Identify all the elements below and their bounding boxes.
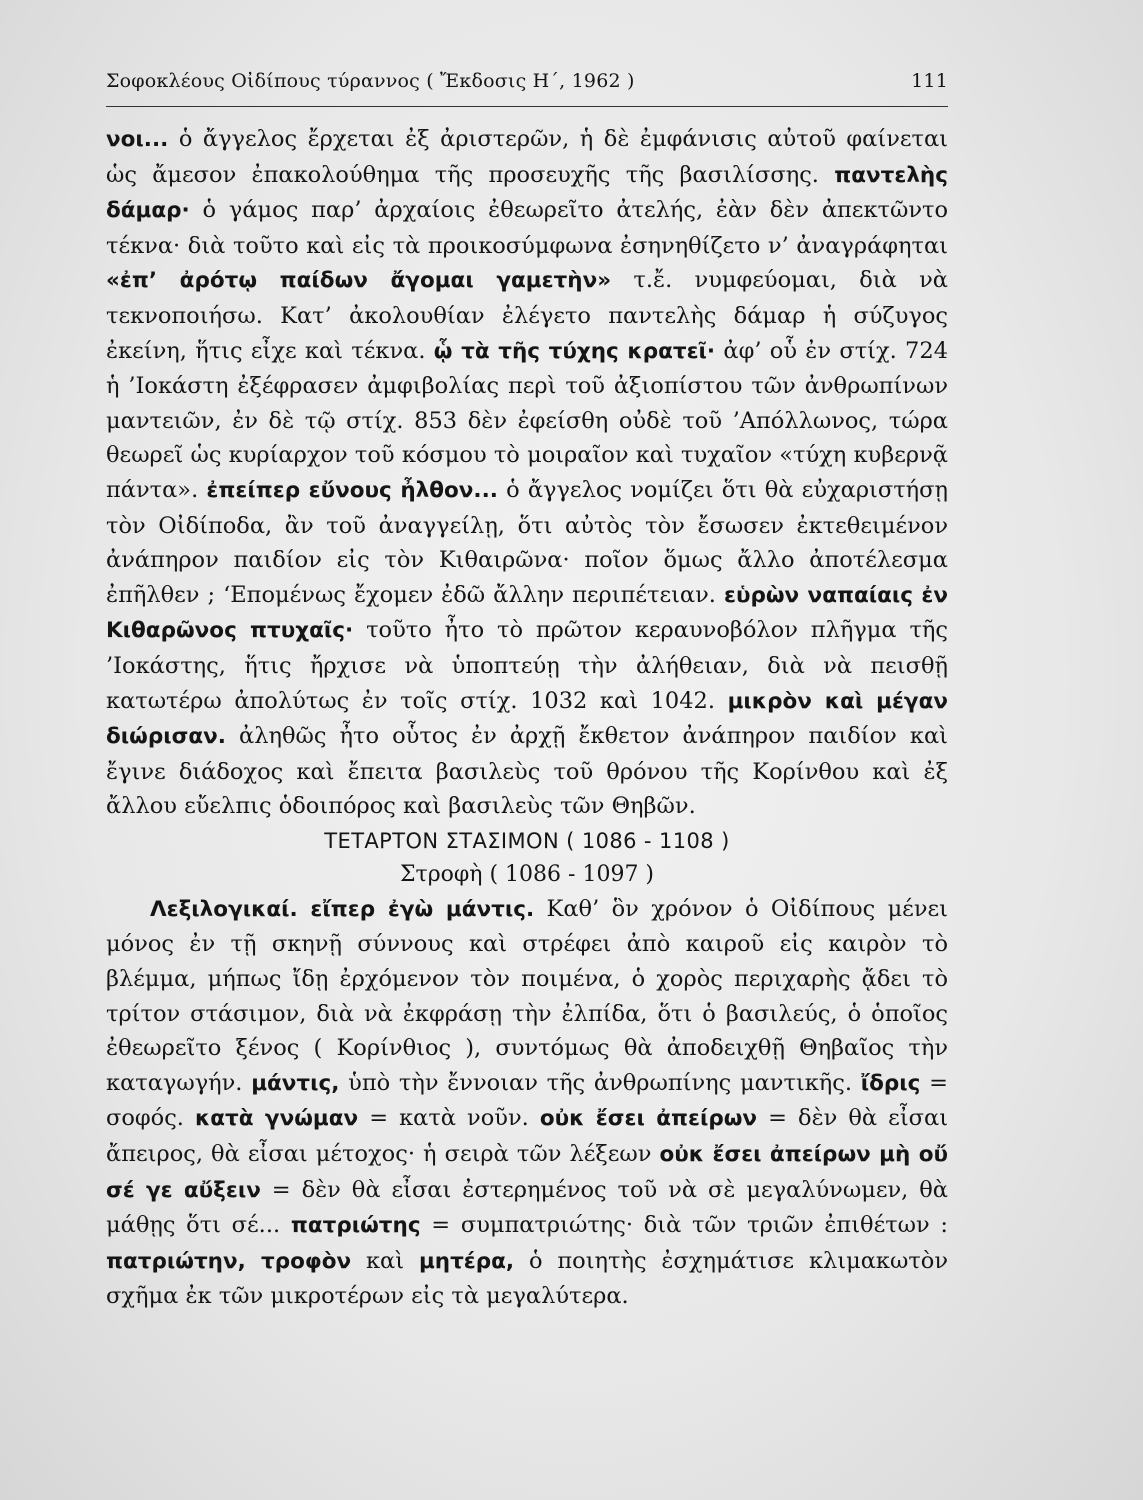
lemma: νοι...: [106, 127, 169, 152]
lemma: μάντις,: [251, 1070, 340, 1096]
text-run: τοῦτο ἦτο τὸ πρῶτον κεραυνοβόλον πλῆγμα τῆς ’Ιοκάστης, ἥτις ἤρχισε νὰ ὑποπτεύῃ τὴν ἀλήθειαν, διὰ νὰ πεισθῇ κατωτέρω ἀπολύτως ἐν τοῖς στίχ. 1032 καὶ 1042.: [106, 617, 948, 714]
lemma: εὑρὼν ναπαίαις ἐν Κιθαρῶνος πτυχαῖς·: [106, 582, 948, 644]
lemma: κατὰ γνώμαν: [195, 1106, 359, 1132]
text-run: ὁ ἄγγελος ἔρχεται ἐξ ἀριστερῶν, ἡ δὲ ἐμφάνισις αὐτοῦ φαίνεται ὡς ἄμεσον ἐπακολούθημα τῆς προσευχῆς τῆς βασιλίσσης.: [106, 126, 948, 188]
lemma: ἐπείπερ εὔνους ἦλθον...: [206, 477, 498, 503]
text-run: ὁ ποιητὴς ἐσχημάτισε κλιμακωτὸν σχῆμα ἐκ τῶν μικροτέρων εἰς τὰ μεγαλύτερα.: [106, 1247, 948, 1310]
text-run: ὑπὸ τὴν ἔννοιαν τῆς ἀνθρωπίνης μαντικῆς.: [339, 1069, 861, 1096]
lemma: μητέρα,: [418, 1248, 515, 1274]
text-run: τ.ἔ. νυμφεύομαι, διὰ νὰ τεκνοποιήσω. Κατ’ ἀκολουθίαν ἐλέγετο παντελὴς δάμαρ ἡ σύζυγος ἐκείνη, ἥτις εἶχε καὶ τέκνα.: [106, 267, 948, 364]
text-run: ἀφ’ οὗ ἐν στίχ. 724 ἡ ’Ιοκάστη ἐξέφρασεν ἀμφιβολίας περὶ τοῦ ἀξιοπίστου τῶν ἀνθρωπίνων μαντειῶν, ἐν δὲ τῷ στίχ. 853 δὲν ἐφείσθη οὐδὲ τοῦ ’Απόλλωνος, τώρα θεωρεῖ ὡς κυρίαρχον τοῦ κόσμου τὸ μοιραῖον καὶ τυχαῖον «τύχη κυβερνᾷ πάντα».: [106, 337, 949, 503]
lemma: πατριώτης: [290, 1213, 421, 1239]
text-run: = κατὰ νοῦν.: [358, 1105, 540, 1132]
lemma: παντελὴς δάμαρ·: [106, 162, 948, 224]
lemma: μικρὸν καὶ μέγαν διώρισαν.: [106, 688, 948, 750]
text-run: Καθ’ ὃν χρόνον ὁ Οἰδίπους μένει μόνος ἐν τῇ σκηνῇ σύννους καὶ στρέφει ἀπὸ καιροῦ εἰς καιρὸν τὸ βλέμμα, μήπως ἴδῃ ἐρχόμενον τὸν ποιμένα, ὁ χορὸς περιχαρὴς ᾄδει τὸ τρίτον στάσιμον, διὰ νὰ ἐκφράσῃ τὴν ἐλπίδα, ὅτι ὁ βασιλεύς, ὁ ὁποῖος ἐθεωρεῖτο ξένος ( Κορίνθιος ), συντόμως θὰ ἀποδειχθῇ Θηβαῖος τὴν καταγωγήν.: [106, 895, 948, 1096]
text-run: = δὲν θὰ εἶσαι ἄπειρος, θὰ εἶσαι μέτοχος· ἡ σειρὰ τῶν λέξεων: [106, 1105, 949, 1168]
lemma: ᾧ τὰ τῆς τύχης κρατεῖ·: [433, 338, 716, 364]
text-run: ὁ ἄγγελος νομίζει ὅτι θὰ εὐχαριστήσῃ τὸν Οἰδίποδα, ἂν τοῦ ἀναγγείλῃ, ὅτι αὐτὸς τὸν ἔσωσεν ἐκτεθειμένον ἀνάπηρον παιδίον εἰς τὸν Κιθαιρῶνα· ποῖον ὅμως ἄλλο ἀποτέλεσμα ἐπῆλθεν ; ‘Επομένως ἔχομεν ἐδῶ ἄλλην περιπέτειαν.: [106, 476, 948, 608]
text-run: = συμπατριώτης· διὰ τῶν τριῶν ἐπιθέτων :: [420, 1212, 948, 1239]
body-text: [106, 122, 948, 1314]
page-number: 111: [911, 70, 948, 92]
running-title: Σοφοκλέους Οἰδίπους τύραννος ( Ἔκδοσις Η΄, 1962 ): [106, 70, 635, 92]
lemma: οὐκ ἔσει ἀπείρων: [539, 1106, 758, 1132]
lemma: ἴδρις: [860, 1070, 921, 1096]
lemma: Λεξιλογικαί. εἴπερ ἐγὼ μάντις.: [150, 896, 535, 922]
header-rule: [106, 106, 948, 107]
strophe-title: Στροφὴ ( 1086 - 1097 ): [399, 861, 655, 887]
text-run: ὁ γάμος παρ’ ἀρχαίοις ἐθεωρεῖτο ἀτελής, ἐὰν δὲν ἀπεκτῶντο τέκνα· διὰ τοῦτο καὶ εἰς τὰ προικοσύμφωνα ἐσηνηθίζετο ν’ ἀναγράφηται: [106, 197, 948, 259]
text-run: = δὲν θὰ εἶσαι ἐστερημένος τοῦ νὰ σὲ μεγαλύνωμεν, θὰ μάθῃς ὅτι σέ...: [106, 1176, 948, 1239]
text-run: = σοφός.: [106, 1069, 948, 1132]
page-header: [106, 70, 948, 92]
lemma: οὐκ ἔσει ἀπείρων μὴ οὔ σέ γε αὔξειν: [106, 1142, 948, 1203]
lemma: πατριώτην, τροφὸν: [106, 1248, 352, 1274]
lemma: «ἐπ’ ἀρότῳ παίδων ἄγομαι γαμετὴν»: [106, 268, 612, 294]
commentary-paragraph: [106, 122, 948, 824]
lexical-paragraph: [106, 892, 948, 1314]
text-run: ἀληθῶς ἦτο οὗτος ἐν ἀρχῇ ἔκθετον ἀνάπηρον παιδίον καὶ ἔγινε διάδοχος καὶ ἔπειτα βασιλεὺς τοῦ θρόνου τῆς Κορίνθου καὶ ἐξ ἄλλου εὔελπις ὁδοιπόρος καὶ βασιλεὺς τῶν Θηβῶν.: [106, 723, 948, 820]
text-run: καὶ: [351, 1247, 419, 1274]
section-title: ΤΕΤΑΡΤΟΝ ΣΤΑΣΙΜΟΝ ( 1086 - 1108 ): [324, 828, 730, 853]
